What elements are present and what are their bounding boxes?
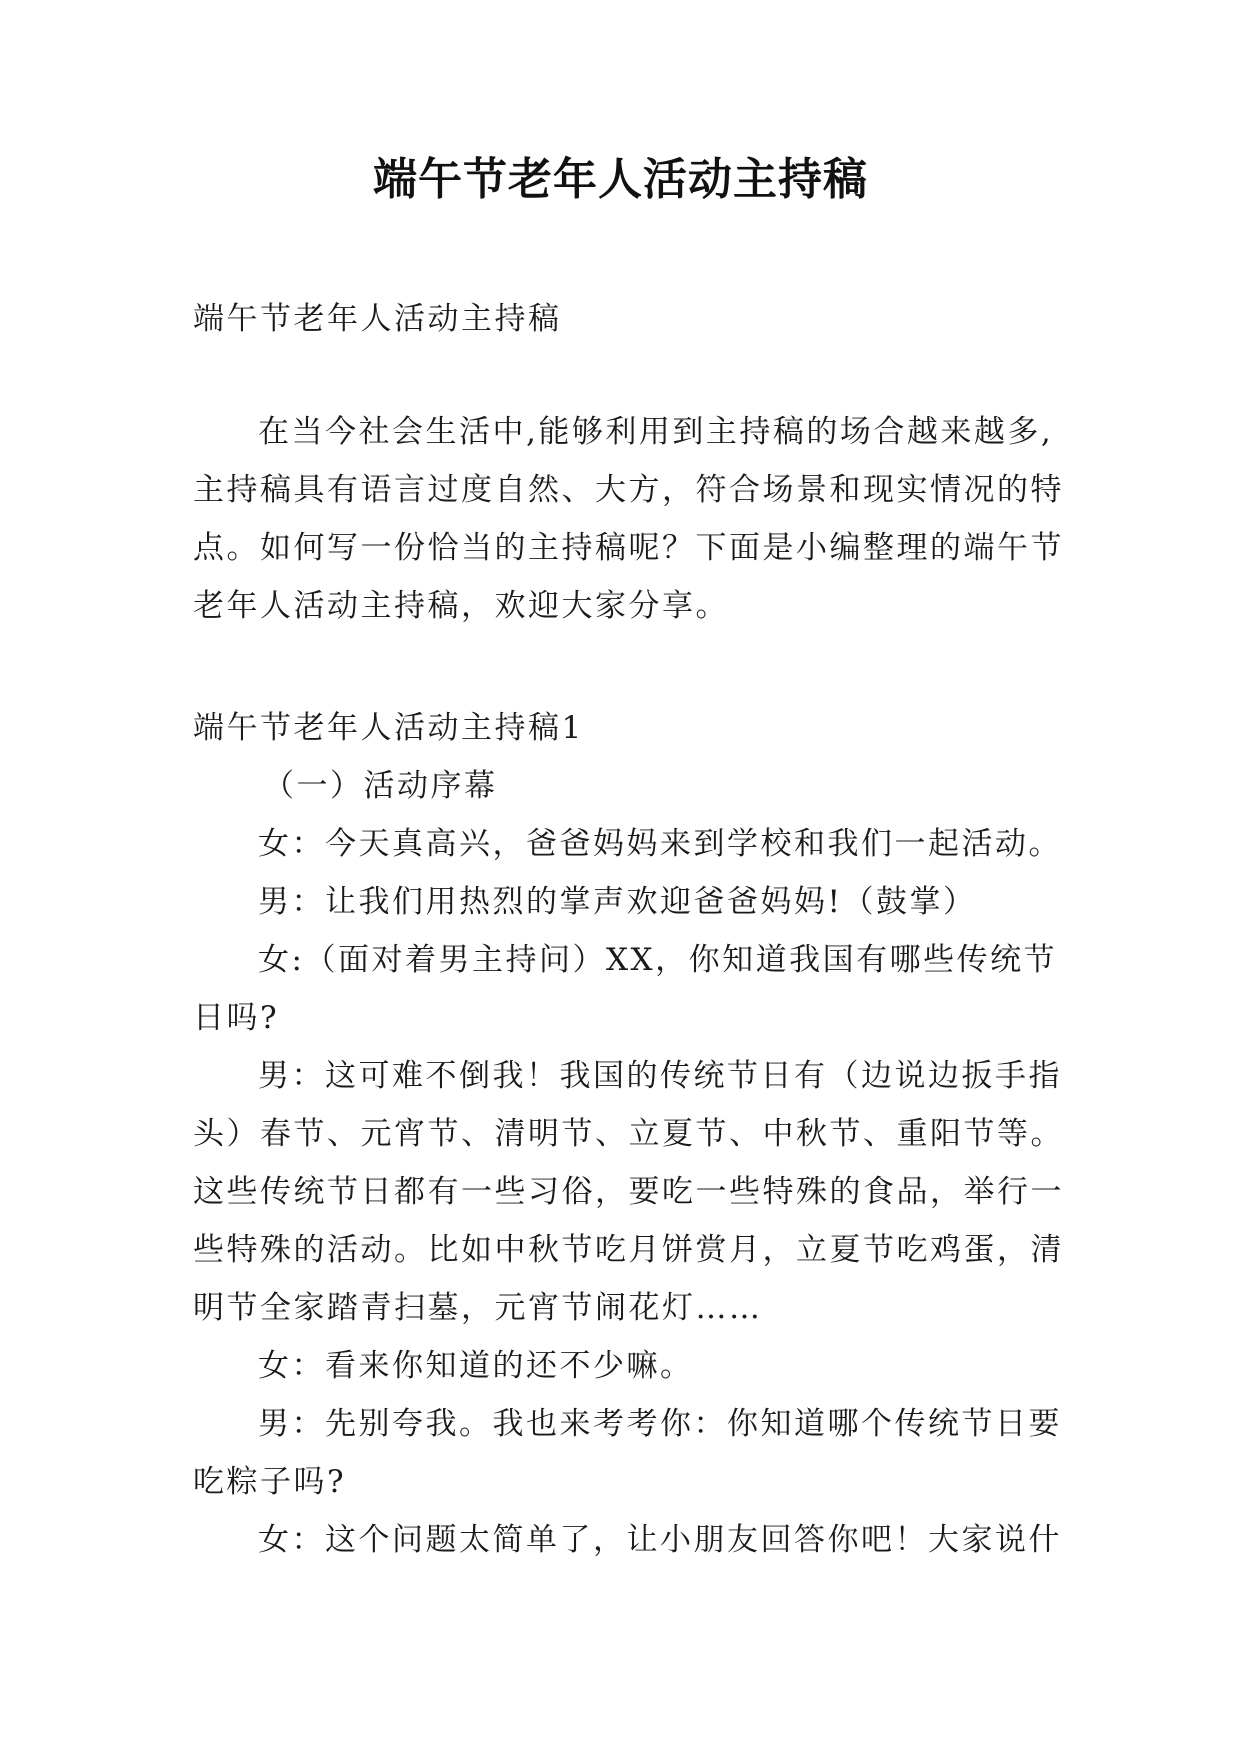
script-line: 吃粽子吗? [193, 1464, 347, 1500]
section-heading: 端午节老年人活动主持稿1 [193, 710, 584, 746]
script-line: 明节全家踏青扫墓，元宵节闹花灯…… [193, 1290, 763, 1326]
script-line: （一）活动序幕 [263, 768, 498, 804]
intro-line: 老年人活动主持稿，欢迎大家分享。 [193, 588, 729, 624]
script-line: 女：看来你知道的还不少嘛。 [258, 1348, 694, 1384]
document-subtitle [193, 290, 1073, 348]
script-line: 女：今天真高兴，爸爸妈妈来到学校和我们一起活动。 [258, 826, 1062, 862]
script-line: 些特殊的活动。比如中秋节吃月饼赏月，立夏节吃鸡蛋，清 [193, 1232, 1064, 1268]
script-line: 男：让我们用热烈的掌声欢迎爸爸妈妈!（鼓掌） [258, 884, 977, 920]
intro-line: 主持稿具有语言过度自然、大方，符合场景和现实情况的特 [193, 472, 1064, 508]
intro-line: 在当今社会生活中,能够利用到主持稿的场合越来越多, [258, 414, 1054, 450]
script-line: 女:（面对着男主持问）XX，你知道我国有哪些传统节 [258, 942, 1058, 978]
script-line: 头）春节、元宵节、清明节、立夏节、中秋节、重阳节等。 [193, 1116, 1064, 1152]
script-line: 这些传统节日都有一些习俗，要吃一些特殊的食品，举行一 [193, 1174, 1064, 1210]
intro-line: 点。如何写一份恰当的主持稿呢？下面是小编整理的端午节 [193, 530, 1064, 566]
document-title: 端午节老年人活动主持稿 [373, 154, 868, 205]
section-1 [193, 699, 1073, 1569]
script-line: 女：这个问题太简单了，让小朋友回答你吧！大家说什 [258, 1522, 1062, 1558]
intro-paragraph [193, 403, 1073, 635]
script-line: 男：这可难不倒我！我国的传统节日有（边说边扳手指 [258, 1058, 1062, 1094]
subtitle-line: 端午节老年人活动主持稿 [193, 301, 562, 337]
script-line: 男：先别夸我。我也来考考你：你知道哪个传统节日要 [258, 1406, 1062, 1442]
script-line: 日吗? [193, 1000, 280, 1036]
